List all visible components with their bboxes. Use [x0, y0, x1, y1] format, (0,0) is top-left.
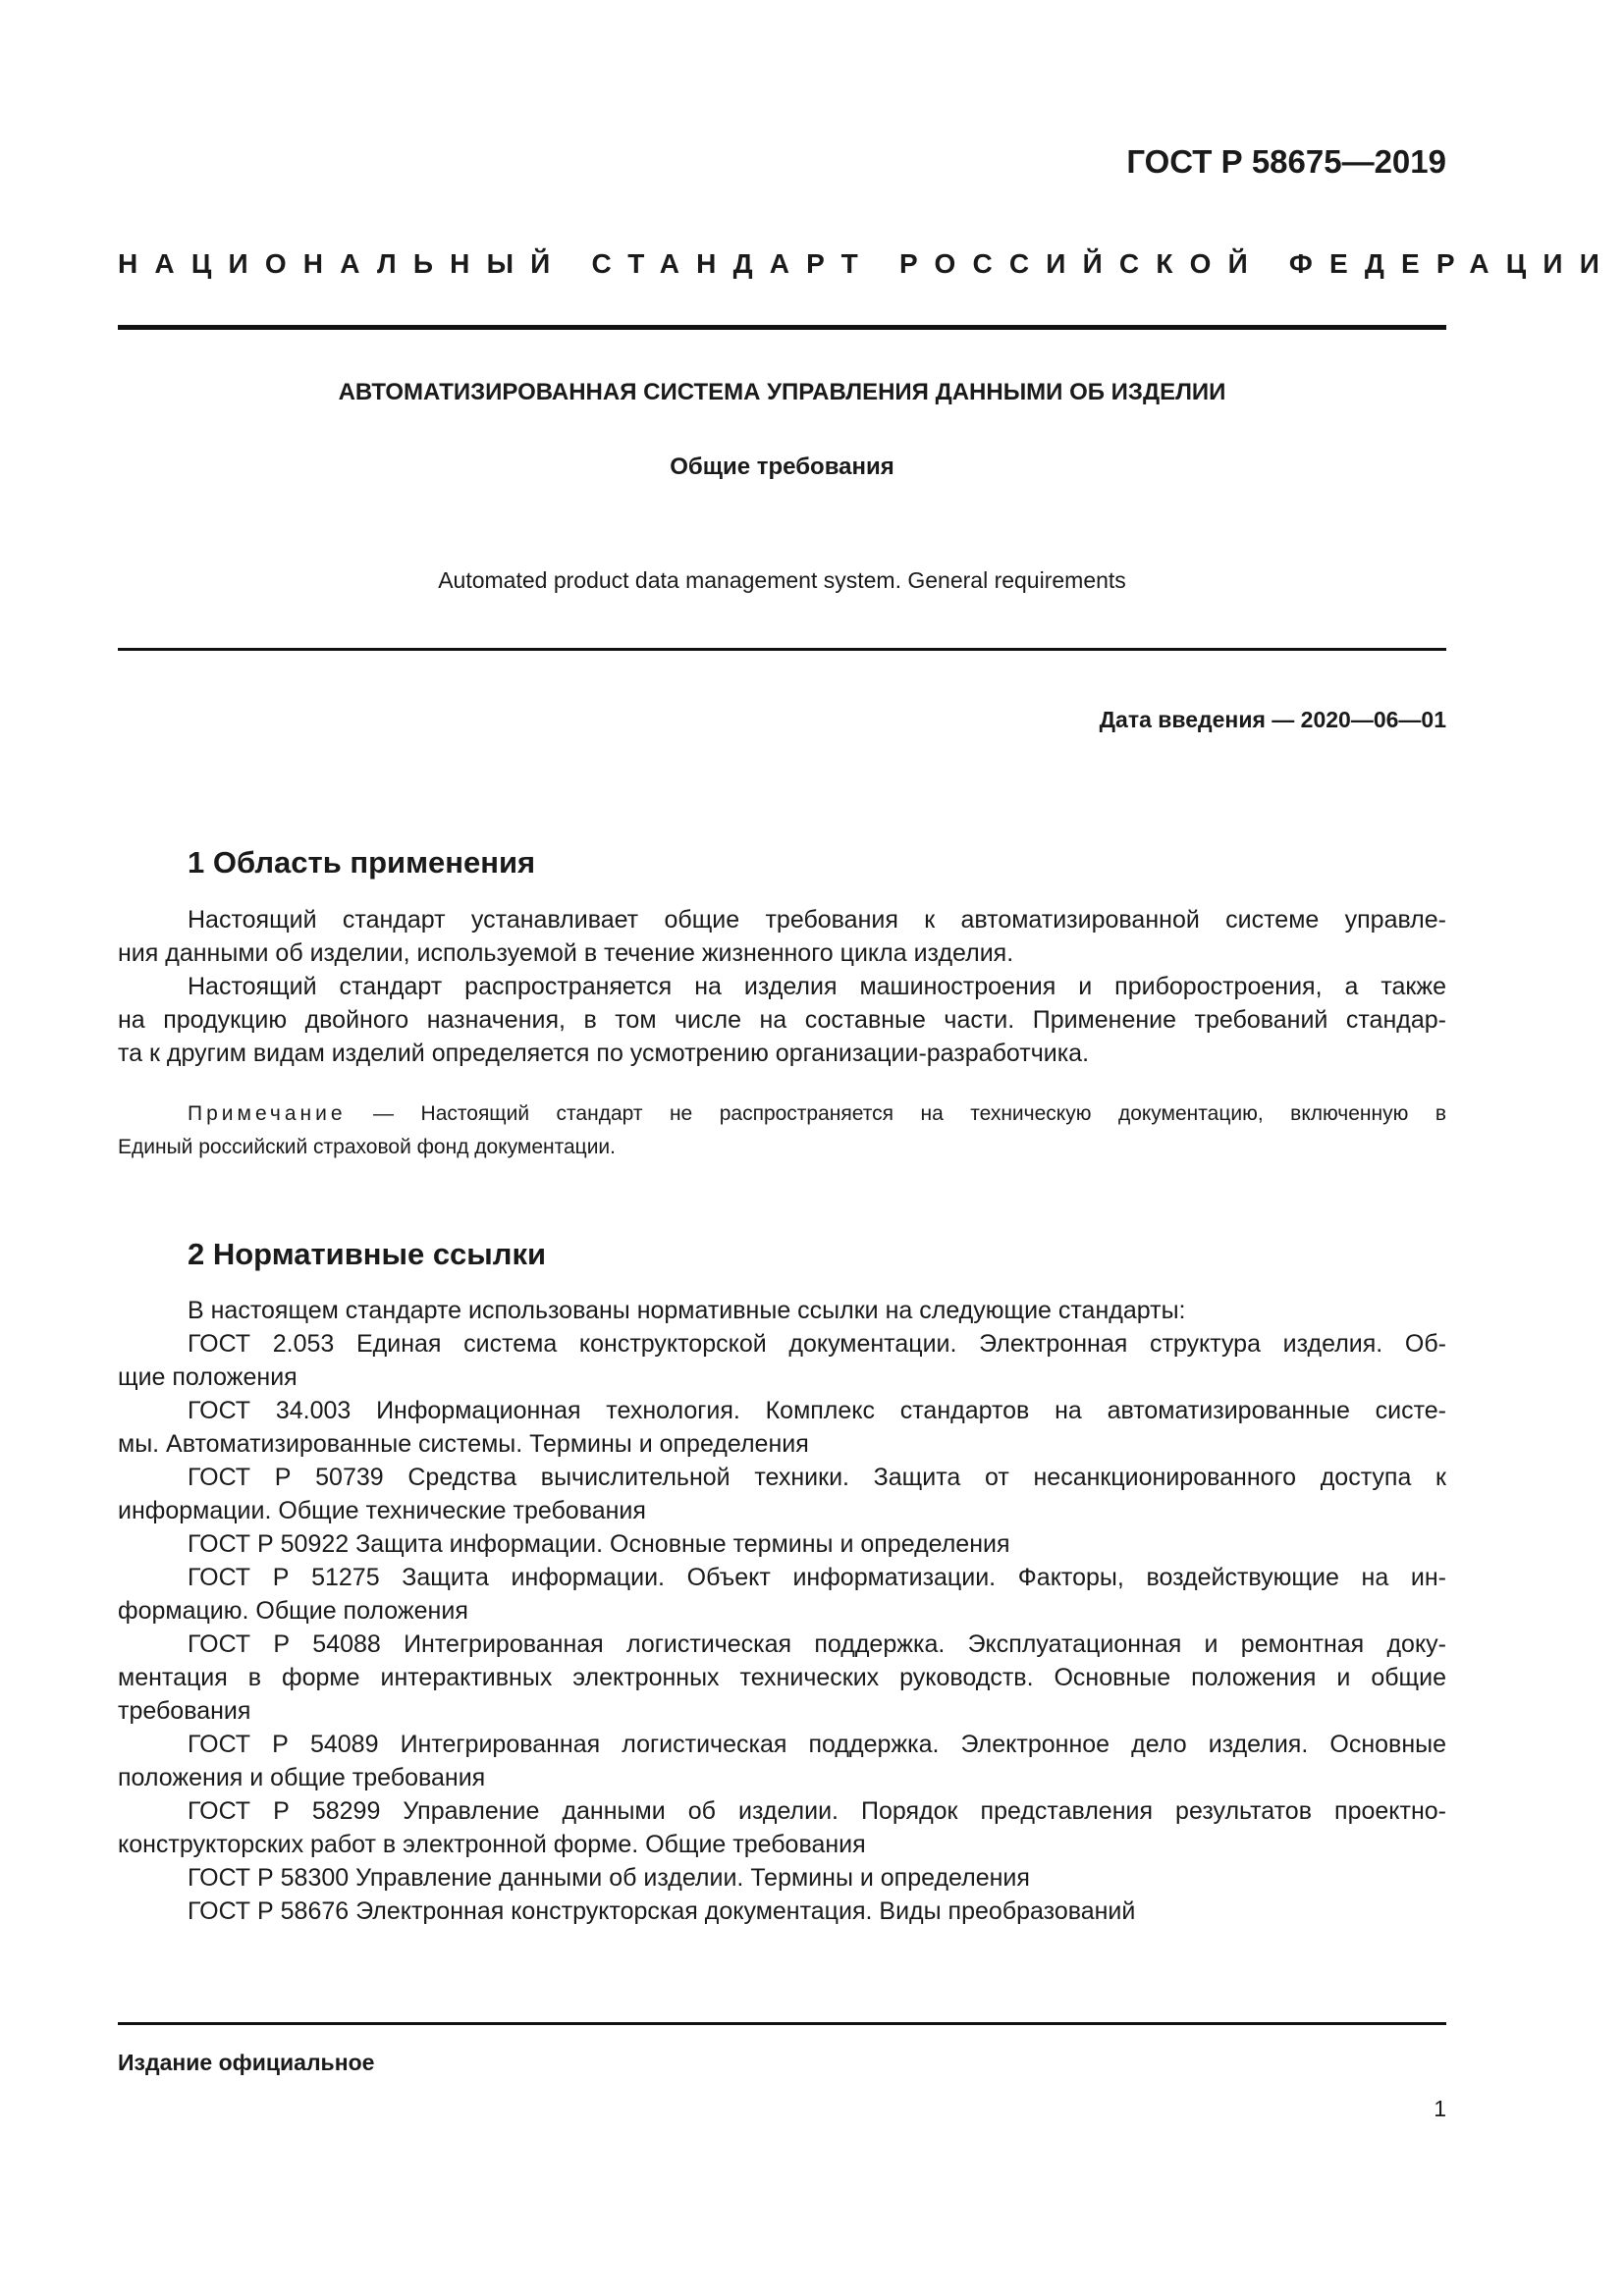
header-rule	[118, 325, 1446, 330]
national-standard-banner: НАЦИОНАЛЬНЫЙ СТАНДАРТ РОССИЙСКОЙ ФЕДЕРАЦИИ	[118, 248, 1617, 279]
reference-line: ГОСТ Р 58299 Управление данными об изделии. Порядок представления результатов проектно-	[188, 1797, 1446, 1825]
reference-line: информации. Общие технические требования	[118, 1497, 646, 1524]
section-1-note	[118, 1097, 1446, 1164]
introduction-date: Дата введения — 2020—06—01	[1099, 707, 1446, 732]
section-1-heading: 1 Область применения	[188, 845, 536, 880]
note-line	[118, 1097, 1446, 1131]
text-line: Настоящий стандарт распространяется на изделия машиностроения и приборостроения, а также	[188, 973, 1446, 1000]
english-title: Automated product data management system. General requirements	[438, 567, 1126, 593]
reference-line: ГОСТ Р 50922 Защита информации. Основные термины и определения	[188, 1530, 1010, 1558]
reference-line: ГОСТ Р 58676 Электронная конструкторская документация. Виды преобразований	[188, 1897, 1136, 1925]
note-label: Примечание	[188, 1102, 347, 1125]
reference-line: ГОСТ 2.053 Единая система конструкторской документации. Электронная структура изделия. Об-	[188, 1330, 1446, 1358]
reference-line: требования	[118, 1697, 251, 1725]
note-line: Единый российский страховой фонд документации.	[118, 1136, 616, 1158]
reference-line: ГОСТ Р 58300 Управление данными об изделии. Термины и определения	[188, 1864, 1030, 1892]
edition-label: Издание официальное	[118, 2050, 375, 2075]
section-2-heading: 2 Нормативные ссылки	[188, 1237, 547, 1271]
section-1-paragraph-1	[118, 903, 1446, 970]
reference-line: ГОСТ 34.003 Информационная технология. Комплекс стандартов на автоматизированные систе-	[188, 1397, 1446, 1424]
text-line: та к другим видам изделий определяется по усмотрению организации-разработчика.	[118, 1040, 1090, 1067]
text-line: ния данными об изделии, используемой в течение жизненного цикла изделия.	[118, 939, 1014, 967]
title-rule	[118, 648, 1446, 651]
reference-line: щие положения	[118, 1363, 298, 1391]
reference-line: ГОСТ Р 54089 Интегрированная логистическая поддержка. Электронное дело изделия. Основные	[188, 1731, 1446, 1758]
text-line: на продукцию двойного назначения, в том числе на составные части. Применение требований стандар-	[118, 1006, 1446, 1034]
document-title: АВТОМАТИЗИРОВАННАЯ СИСТЕМА УПРАВЛЕНИЯ ДАННЫМИ ОБ ИЗДЕЛИИ	[338, 379, 1226, 405]
reference-line: ГОСТ Р 54088 Интегрированная логистическая поддержка. Эксплуатационная и ремонтная доку-	[188, 1630, 1446, 1658]
reference-line: ГОСТ Р 51275 Защита информации. Объект информатизации. Факторы, воздействующие на ин-	[188, 1564, 1446, 1591]
document-number: ГОСТ Р 58675—2019	[1126, 143, 1446, 180]
footer-rule	[118, 2022, 1446, 2025]
document-subtitle: Общие требования	[670, 454, 894, 480]
reference-line: положения и общие требования	[118, 1764, 486, 1791]
reference-line: мы. Автоматизированные системы. Термины и определения	[118, 1430, 809, 1458]
reference-line: формацию. Общие положения	[118, 1597, 468, 1625]
reference-line: ГОСТ Р 50739 Средства вычислительной техники. Защита от несанкционированного доступа к	[188, 1464, 1446, 1491]
text-line: Настоящий стандарт устанавливает общие требования к автоматизированной системе управле-	[188, 906, 1446, 934]
reference-line: конструкторских работ в электронной форме. Общие требования	[118, 1831, 866, 1858]
note-text: — Настоящий стандарт не распространяется на техническую документацию, включенную в	[346, 1102, 1446, 1125]
section-1-paragraph-2	[118, 970, 1446, 1070]
references-intro: В настоящем стандарте использованы нормативные ссылки на следующие стандарты:	[188, 1297, 1186, 1324]
reference-line: ментация в форме интерактивных электронных технических руководств. Основные положения и общие	[118, 1664, 1446, 1691]
page-number: 1	[1434, 2096, 1446, 2121]
section-2-references	[118, 1294, 1446, 1928]
